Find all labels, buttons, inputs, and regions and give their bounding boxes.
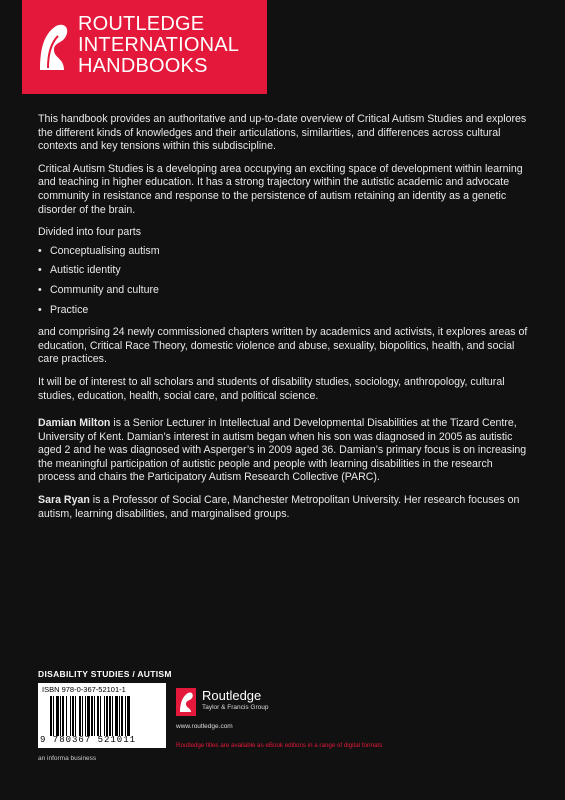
- author-bio-text: is a Senior Lecturer in Intellectual and Developmental Disabilities at the Tizard Centre, University of Kent. Damian’s interest in autism began when his son was diagnosed in 2005 as autistic aged 2 and he was diagnosed with Asperger’s in 2009 aged 36. Damian’s primary focus is on increasing the meaningful participation of autistic people and people with learning disabilities in the research process and chairs the Participatory Autism Research Collective (PARC).: [38, 417, 527, 484]
- paragraph-context: Critical Autism Studies is a developing area occupying an exciting space of development within learning and teaching in higher education. It has a strong trajectory within the autistic academic and advocate community in resistance and response to the persistence of autism retaining an identity as a genetic disorder of the brain.: [38, 162, 523, 216]
- publisher-name: Routledge: [202, 688, 262, 703]
- series-title-line1: ROUTLEDGE: [78, 13, 205, 35]
- ebook-note: Routledge titles are available as eBook editions in a range of digital formats: [176, 742, 383, 749]
- paragraph-overview: This handbook provides an authoritative and up-to-date overview of Critical Autism Studies and explores the different kinds of knowledges and their articulations, similarities, and differences across cultural contexts and key tensions within this subdiscipline.: [38, 113, 527, 153]
- isbn-label: ISBN 978-0-367-52101-1: [42, 685, 126, 694]
- author-bio-text: is a Professor of Social Care, Manchester Metropolitan University. Her research focuses on autism, learning disabilities, and marginalised groups.: [38, 494, 520, 520]
- parts-intro: Divided into four parts: [38, 226, 142, 239]
- subject-category: DISABILITY STUDIES / AUTISM: [38, 669, 172, 679]
- publisher-url[interactable]: www.routledge.com: [176, 723, 233, 730]
- series-title-line2: INTERNATIONAL: [78, 34, 240, 56]
- series-banner: [22, 0, 267, 94]
- author-bio-ryan: [38, 494, 530, 521]
- routledge-publisher-logo-icon: [176, 688, 196, 716]
- back-cover-text: [38, 113, 530, 530]
- parts-list: [38, 245, 530, 317]
- publisher-group: Taylor & Francis Group: [202, 704, 269, 711]
- informa-label: an informa business: [38, 755, 97, 762]
- list-item: • Autistic identity: [38, 264, 530, 278]
- series-title: [78, 14, 239, 77]
- barcode-digits: 9 780367 521011: [40, 735, 137, 745]
- author-name: Damian Milton: [38, 417, 111, 430]
- series-title-line3: HANDBOOKS: [78, 55, 208, 77]
- list-item: • Conceptualising autism: [38, 245, 530, 259]
- author-name: Sara Ryan: [38, 494, 90, 507]
- header-bar: [0, 0, 565, 94]
- author-bio-milton: [38, 417, 530, 485]
- barcode: [38, 683, 166, 748]
- list-item: • Practice: [38, 304, 530, 318]
- list-item: • Community and culture: [38, 284, 530, 298]
- routledge-logo-icon: [34, 18, 74, 78]
- paragraph-audience: It will be of interest to all scholars and students of disability studies, sociology, anthropology, cultural studies, education, health, social care, and political science.: [38, 375, 505, 402]
- paragraph-chapters: and comprising 24 newly commissioned chapters written by academics and activists, it explores areas of education, Critical Race Theory, domestic violence and abuse, sexuality, biopolitics, health, and social care practices.: [38, 326, 528, 366]
- barcode-bars: [50, 696, 162, 736]
